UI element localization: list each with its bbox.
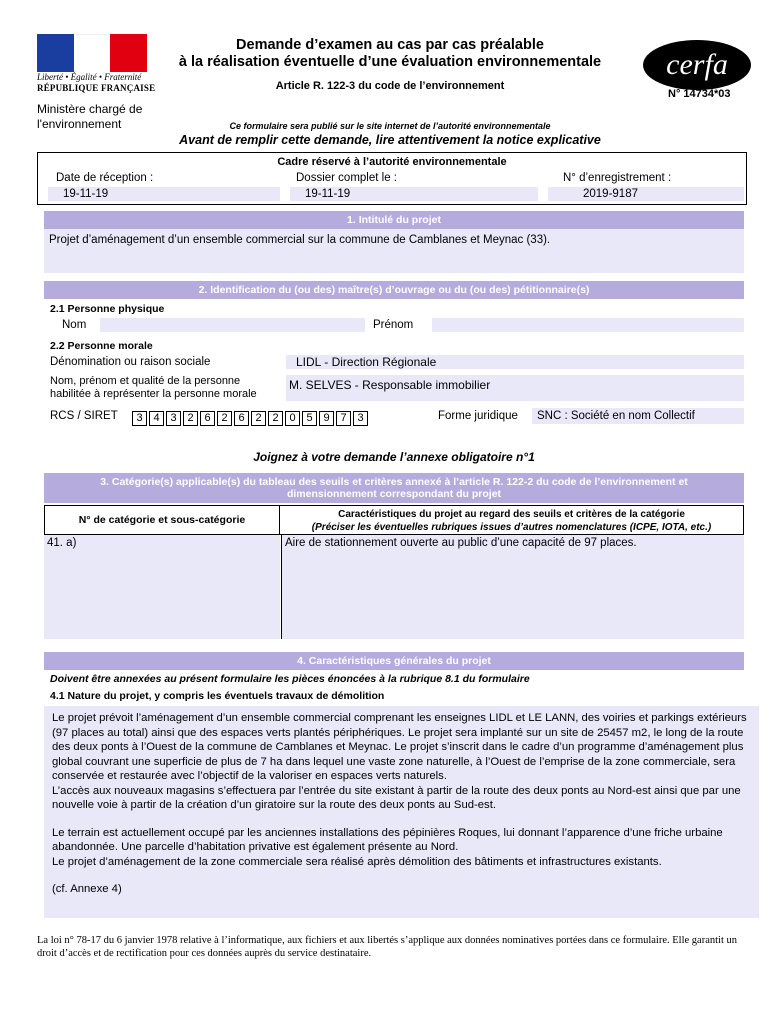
denomination-label: Dénomination ou raison sociale bbox=[50, 356, 211, 368]
reception-date-label: Date de réception : bbox=[56, 172, 154, 184]
section4-title: 4. Caractéristiques générales du projet bbox=[44, 652, 744, 670]
republic-name: RÉPUBLIQUE FRANÇAISE bbox=[37, 83, 156, 93]
cerfa-logo: cerfa bbox=[643, 40, 751, 90]
annex-mandatory-note: Joignez à votre demande l’annexe obligatoire n°1 bbox=[253, 450, 535, 464]
siret-digit[interactable]: 0 bbox=[285, 411, 300, 426]
moral-person-title: 2.2 Personne morale bbox=[50, 340, 153, 352]
siret-digit[interactable]: 2 bbox=[217, 411, 232, 426]
nature-subtitle: 4.1 Nature du projet, y compris les éventuels travaux de démolition bbox=[50, 690, 385, 702]
project-nature-field[interactable] bbox=[44, 706, 759, 918]
project-title-field[interactable] bbox=[44, 229, 744, 273]
nature-paragraph-4: Le projet d’aménagement de la zone commerciale sera réalisé après démolition des bâtiments et infrastructures existants. bbox=[52, 855, 662, 868]
siret-digit[interactable]: 5 bbox=[302, 411, 317, 426]
marianne-logo bbox=[37, 34, 147, 72]
nature-paragraph-3: Le terrain est actuellement occupé par les anciennes installations des pépinières Roques, lui donnant l’apparence d’une friche urbaine abandonnée. Une parcelle d’habitation privative est également présente au Nord. bbox=[52, 826, 723, 853]
siret-digit[interactable]: 3 bbox=[166, 411, 181, 426]
article-reference: Article R. 122-3 du code de l’environnement bbox=[275, 80, 505, 92]
category-col-header: N° de catégorie et sous-catégorie bbox=[44, 505, 280, 535]
page-title: Demande d’examen au cas par cas préalable à la réalisation éventuelle d’une évaluation environnementale bbox=[178, 37, 602, 70]
category-table bbox=[44, 505, 744, 641]
representative-label: Nom, prénom et qualité de la personne habilitée à représenter la personne morale bbox=[50, 375, 257, 400]
prenom-field[interactable] bbox=[432, 318, 744, 332]
section2-title: 2. Identification du (ou des) maître(s) d’ouvrage ou du (ou des) pétitionnaire(s) bbox=[44, 281, 744, 299]
complete-date-label: Dossier complet le : bbox=[296, 172, 397, 184]
siret-field[interactable] bbox=[132, 408, 422, 426]
siret-digit[interactable]: 2 bbox=[251, 411, 266, 426]
registration-number-field[interactable]: 2019-9187 bbox=[548, 187, 744, 201]
reserved-title: Cadre réservé à l’autorité environnementale bbox=[277, 156, 507, 168]
siret-digit[interactable]: 3 bbox=[132, 411, 147, 426]
siret-digit[interactable]: 6 bbox=[200, 411, 215, 426]
legal-form-field[interactable]: SNC : Société en nom Collectif bbox=[532, 408, 744, 424]
nature-paragraph-1: Le projet prévoit l’aménagement d’un ensemble commercial comprenant les enseignes LIDL et LE LANN, des voiries et parkings extérieurs (97 places au total) ainsi que des espaces verts plantés périphériques. Le projet sera implanté sur un site de 25457 m2, le long de la route des deux ponts à l’Ouest de la commune de Camblanes et Meynac. Le projet s’inscrit dans le cadre d’un programme d’aménagement plus global couvrant une superficie de plus de 7 ha dans lequel une vaste zone naturelle, à l’Ouest de l’emprise de la zone commerciale, sera conservée et restaurée avec l’objectif de la valoriser en espaces verts naturels. bbox=[52, 712, 747, 782]
characteristics-cell[interactable]: Aire de stationnement ouverte au public d’une capacité de 97 places. bbox=[281, 535, 744, 639]
characteristics-col-header: Caractéristiques du projet au regard des seuils et critères de la catégorie (Préciser les éventuelles rubriques issues d’autres nomenclatures (ICPE, IOTA, etc.) bbox=[280, 505, 744, 535]
siret-label: RCS / SIRET bbox=[50, 410, 118, 422]
siret-digit[interactable]: 9 bbox=[319, 411, 334, 426]
nom-field[interactable] bbox=[100, 318, 365, 332]
reserved-authority-box bbox=[37, 152, 747, 205]
representative-field[interactable]: M. SELVES - Responsable immobilier bbox=[286, 375, 744, 401]
nature-paragraph-2: L’accès aux nouveaux magasins s’effectuera par l’entrée du site existant à partir de la route des deux ponts au Nord-est ainsi que par une nouvelle voie à partir de la création d’un giratoire sur la route des deux ponts au Sud-est. bbox=[52, 784, 741, 811]
prenom-label: Prénom bbox=[373, 319, 414, 331]
nom-label: Nom bbox=[62, 319, 87, 331]
category-cell[interactable]: 41. a) bbox=[44, 535, 280, 639]
denomination-field[interactable]: LIDL - Direction Régionale bbox=[286, 355, 744, 369]
republic-motto: Liberté • Égalité • Fraternité bbox=[37, 72, 142, 82]
privacy-footer: La loi n° 78-17 du 6 janvier 1978 relative à l’informatique, aux fichiers et aux libertés s’applique aux données nominatives portées dans ce formulaire. Elle garantit un droit d’accès et de rectification pour ces données auprès du service destinataire. bbox=[37, 935, 737, 959]
reception-date-field[interactable]: 19-11-19 bbox=[48, 187, 280, 201]
complete-date-field[interactable]: 19-11-19 bbox=[290, 187, 538, 201]
section1-title: 1. Intitulé du projet bbox=[44, 211, 744, 229]
nature-paragraph-5: (cf. Annexe 4) bbox=[52, 883, 122, 895]
legal-form-label: Forme juridique bbox=[438, 410, 518, 422]
ministry-label: Ministère chargé de l'environnement bbox=[37, 102, 143, 131]
cerfa-number: N° 14734*03 bbox=[668, 88, 731, 100]
siret-digit[interactable]: 6 bbox=[234, 411, 249, 426]
siret-digit[interactable]: 2 bbox=[268, 411, 283, 426]
instruction-note: Avant de remplir cette demande, lire attentivement la notice explicative bbox=[179, 133, 601, 147]
siret-digit[interactable]: 3 bbox=[353, 411, 368, 426]
physical-person-title: 2.1 Personne physique bbox=[50, 303, 165, 315]
publish-note: Ce formulaire sera publié sur le site internet de l’autorité environnementale bbox=[229, 121, 551, 131]
siret-digit[interactable]: 7 bbox=[336, 411, 351, 426]
project-title-value: Projet d’aménagement d’un ensemble commercial sur la commune de Camblanes et Meynac (33). bbox=[49, 234, 551, 246]
section3-title: 3. Catégorie(s) applicable(s) du tableau des seuils et critères annexé à l’article R. 122-2 du code de l’environnement et dimensionnement correspondant du projet bbox=[44, 473, 744, 503]
siret-digit[interactable]: 4 bbox=[149, 411, 164, 426]
section4-annex-note: Doivent être annexées au présent formulaire les pièces énoncées à la rubrique 8.1 du formulaire bbox=[50, 673, 530, 685]
registration-number-label: N° d’enregistrement : bbox=[563, 172, 672, 184]
siret-digit[interactable]: 2 bbox=[183, 411, 198, 426]
